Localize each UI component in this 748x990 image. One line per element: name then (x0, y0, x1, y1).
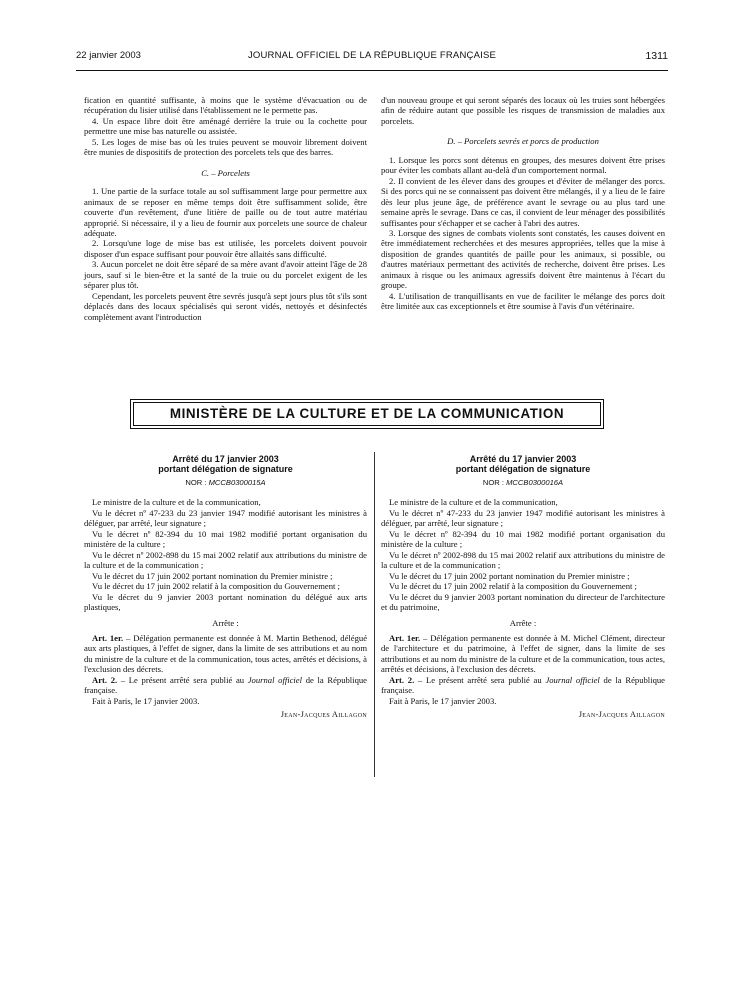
arrete-subtitle: portant délégation de signature (158, 464, 293, 474)
paragraph: Vu le décret nº 47-233 du 23 janvier 1947 modifié autorisant les ministres à déléguer, par arrêté, leur signature ; (84, 507, 367, 529)
paragraph: Le ministre de la culture et de la communication, (389, 497, 558, 508)
nor-reference: NOR : MCCB0300015A (185, 478, 266, 487)
paragraph: Vu le décret du 17 juin 2002 portant nomination du Premier ministre ; (92, 570, 333, 581)
paragraph: Vu le décret du 17 juin 2002 relatif à la composition du Gouvernement ; (92, 581, 340, 592)
header-journal-title: JOURNAL OFFICIEL DE LA RÉPUBLIQUE FRANÇAISE (247, 50, 497, 61)
paragraph: 1. Lorsque les porcs sont détenus en groupes, des mesures doivent être prises pour éviter les combats allant au-delà d'un comportement normal. (381, 154, 665, 176)
header-rule (76, 70, 668, 71)
date-place: Fait à Paris, le 17 janvier 2003. (92, 695, 200, 706)
top-left-column (84, 95, 367, 322)
paragraph: 2. Il convient de les élever dans des groupes et d'éviter de mélanger des porcs. Si des porcs qui ne se connaissent pas doivent être mélangés, il y a lieu de le faire dès leur plus jeune âge, de préférence avant le sevrage ou au plus tard une semaine après le sevrage. Dans ce cas, il convient de leur ménager des possibilités suffisantes pour s'échapper et se cacher à l'abri des autres. (381, 175, 665, 228)
paragraph: Vu le décret nº 47-233 du 23 janvier 1947 modifié autorisant les ministres à déléguer, par arrêté, leur signature ; (381, 507, 665, 529)
paragraph: 3. Lorsque des signes de combats violents sont constatés, les causes doivent en être immédiatement recherchées et des mesures appropriées, telles que la mise à disposition de grandes quantités de paille pour les animaux, si possible, ou d'autres matériaux permettant des activités de recherche, doivent être prises. Les animaux à risque ou les animaux agressifs doivent être maintenus à l'écart du groupe. (381, 227, 665, 291)
paragraph: Vu le décret nº 82-394 du 10 mai 1982 modifié portant organisation du ministère de la culture ; (84, 528, 367, 550)
arrete-subtitle: portant délégation de signature (455, 464, 591, 474)
header-date: 22 janvier 2003 (76, 50, 141, 61)
paragraph: Vu le décret du 17 juin 2002 portant nomination du Premier ministre ; (389, 570, 630, 581)
paragraph: 3. Aucun porcelet ne doit être séparé de sa mère avant d'avoir atteint l'âge de 28 jours, sauf si le bien-être et la santé de la truie ou du porcelet exigent de les séparer plus tôt. (84, 259, 367, 291)
arrete-right (381, 454, 665, 721)
paragraph: fication en quantité suffisante, à moins que le système d'évacuation ou de récupération du lisier utilisé dans l'établissement ne le permette pas. (84, 95, 367, 116)
section-heading-porcelets: C. – Porcelets (201, 167, 250, 178)
paragraph: Vu le décret nº 82-394 du 10 mai 1982 modifié portant organisation du ministère de la culture ; (381, 528, 665, 550)
page-header (76, 47, 668, 65)
paragraph: 2. Lorsqu'une loge de mise bas est utilisée, les porcelets doivent pouvoir disposer d'un espace suffisant pour pouvoir être allaités sans difficulté. (84, 238, 367, 259)
paragraph: 4. Un espace libre doit être aménagé derrière la truie ou la cochette pour permettre une mise bas naturelle ou assistée. (84, 115, 367, 137)
arrete-label: Arrête : (509, 618, 537, 629)
header-page-number: 1311 (645, 50, 668, 62)
arrete-label: Arrête : (212, 618, 239, 629)
arrete-title: Arrêté du 17 janvier 2003 (172, 454, 279, 464)
article-2: Art. 2. – Le présent arrêté sera publié au Journal officiel de la République française. (381, 674, 665, 696)
paragraph: Vu le décret du 9 janvier 2003 portant nomination du délégué aux arts plastiques, (84, 591, 367, 612)
paragraph: Vu le décret nº 2002-898 du 15 mai 2002 relatif aux attributions du ministre de la culture et de la communication ; (84, 549, 367, 571)
paragraph: 1. Une partie de la surface totale au sol suffisamment large pour permettre aux animaux de se reposer en même temps doit être suffisamment solide, être couverte d'un revêtement, d'une litière de paille ou de tout autre matériau approprié. Si nécessaire, il y a lieu de fournir aux porcelets une source de chaleur adéquate. (84, 186, 367, 238)
top-right-column (381, 95, 665, 312)
article-1: Art. 1er. – Délégation permanente est donnée à M. Martin Bethenod, délégué aux arts plastiques, à l'effet de signer, dans la limite de ses attributions et au nom du ministre de la culture et de la communication, tous actes, arrêtés et décisions, à l'exclusion des décrets. (84, 632, 368, 675)
paragraph: d'un nouveau groupe et qui seront séparés des locaux où les truies sont hébergées afin de réduire autant que possible les risques de transmission de maladies aux porcelets. (381, 95, 665, 126)
paragraph: Vu le décret du 9 janvier 2003 portant nomination du directeur de l'architecture et du patrimoine, (381, 591, 665, 612)
paragraph: Vu le décret nº 2002-898 du 15 mai 2002 relatif aux attributions du ministre de la culture et de la communication ; (381, 549, 665, 571)
article-2: Art. 2. – Le présent arrêté sera publié au Journal officiel de la République française. (84, 674, 367, 696)
paragraph: Cependant, les porcelets peuvent être sevrés jusqu'à sept jours plus tôt s'ils sont déplacés dans des locaux spécialisés qui seront vidés, nettoyés et désinfectés complètement avant l'introduction (84, 290, 367, 322)
paragraph: Le ministre de la culture et de la communication, (92, 497, 261, 508)
arrete-title: Arrêté du 17 janvier 2003 (469, 454, 577, 464)
signature: Jean-Jacques Aillagon (578, 710, 665, 720)
nor-reference: NOR : MCCB0300016A (482, 478, 564, 487)
ministry-banner: MINISTÈRE DE LA CULTURE ET DE LA COMMUNICATION (133, 402, 601, 426)
arrete-left (84, 454, 367, 721)
column-divider (374, 452, 375, 777)
paragraph: 4. L'utilisation de tranquillisants en vue de faciliter le mélange des porcs doit être limitée aux cas exceptionnels et être soumise à l'avis d'un vétérinaire. (381, 290, 665, 312)
paragraph: 5. Les loges de mise bas où les truies peuvent se mouvoir librement doivent être munies de dispositifs de protection des porcelets tels que des barres. (84, 136, 367, 158)
date-place: Fait à Paris, le 17 janvier 2003. (389, 695, 497, 706)
section-heading-porcelets-sevres: D. – Porcelets sevrés et porcs de production (447, 136, 599, 147)
signature: Jean-Jacques Aillagon (280, 710, 367, 720)
paragraph: Vu le décret du 17 juin 2002 relatif à la composition du Gouvernement ; (389, 581, 637, 592)
article-1: Art. 1er. – Délégation permanente est donnée à M. Michel Clément, directeur de l'architecture et du patrimoine, à l'effet de signer, dans la limite de ses attributions et au nom du ministre de la culture et de la communication, tous actes, arrêtés et décisions, à l'exclusion des décrets. (381, 632, 665, 675)
